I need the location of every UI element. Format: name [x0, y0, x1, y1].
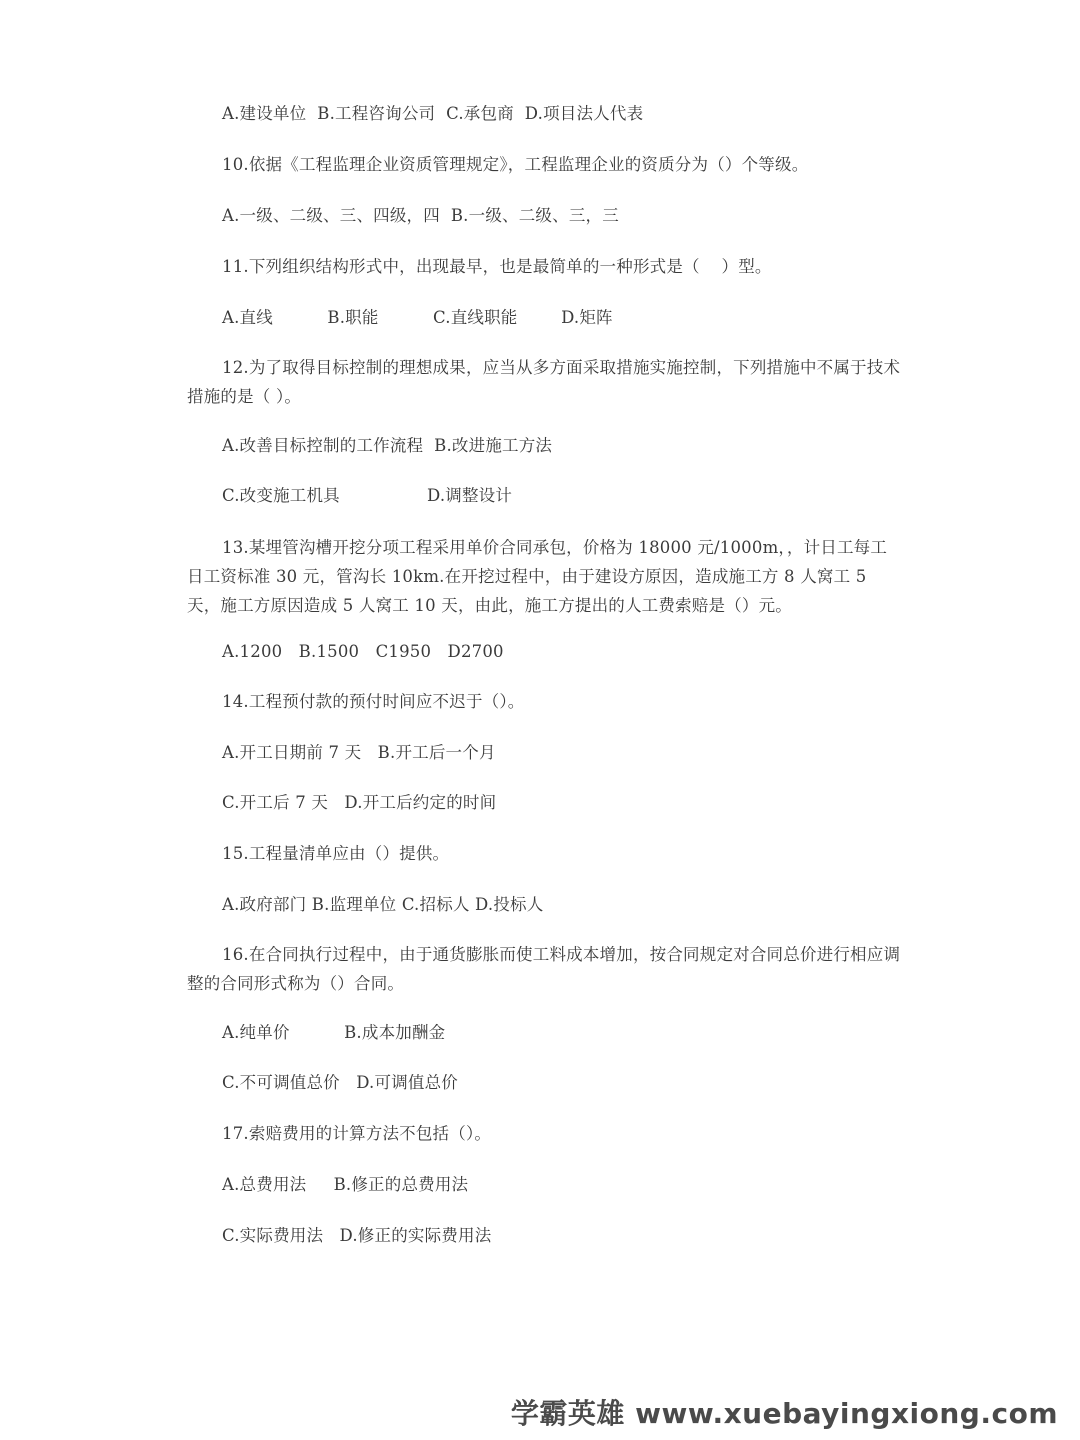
q12-options-ab: A.改善目标控制的工作流程 B.改进施工方法	[222, 436, 553, 455]
q16-options-cd: C.不可调值总价 D.可调值总价	[222, 1073, 459, 1092]
q16-question	[187, 940, 902, 998]
q10-question: 10.依据《工程监理企业资质管理规定》，工程监理企业的资质分为（）个等级。	[222, 155, 809, 174]
q12-options-cd: C.改变施工机具 D.调整设计	[222, 486, 513, 505]
q13-question-text: 13.某埋管沟槽开挖分项工程采用单价合同承包，价格为 18000 元/1000m，，计日工每工日工资标准 30 元，管沟长 10km.在开挖过程中，由于建设方原因，造成施工方 8 人窝工 5 天，施工方原因造成 5 人窝工 10 天，由此，施工方提出的人工费索赔是（）元。	[187, 538, 888, 615]
q12-question-text: 12.为了取得目标控制的理想成果，应当从多方面采取措施实施控制，下列措施中不属于技术措施的是（ ）。	[187, 358, 901, 406]
q15-options: A.政府部门 B.监理单位 C.招标人 D.投标人	[222, 895, 544, 914]
q15-question: 15.工程量清单应由（）提供。	[222, 844, 450, 863]
q17-options-ab: A.总费用法 B.修正的总费用法	[222, 1175, 469, 1194]
q11-options: A.直线 B.职能 C.直线职能 D.矩阵	[222, 308, 613, 327]
q12-question	[187, 353, 902, 411]
q13-question	[187, 533, 902, 620]
q11-question: 11.下列组织结构形式中，出现最早，也是最简单的一种形式是（ ）型。	[222, 257, 772, 276]
q9-options: A.建设单位 B.工程咨询公司 C.承包商 D.项目法人代表	[222, 104, 644, 123]
q14-options-cd: C.开工后 7 天 D.开工后约定的时间	[222, 793, 497, 812]
q16-question-text: 16.在合同执行过程中，由于通货膨胀而使工料成本增加，按合同规定对合同总价进行相应调整的合同形式称为（）合同。	[187, 945, 901, 993]
site-watermark: 学霸英雄 www.xuebayingxiong.com	[510, 1397, 1058, 1430]
q17-question: 17.索赔费用的计算方法不包括（）。	[222, 1124, 492, 1143]
q13-options: A.1200 B.1500 C1950 D2700	[222, 642, 504, 661]
q16-options-ab: A.纯单价 B.成本加酬金	[222, 1023, 446, 1042]
q14-question: 14.工程预付款的预付时间应不迟于（）。	[222, 692, 525, 711]
q10-options: A.一级、二级、三、四级，四 B.一级、二级、三，三	[222, 206, 619, 225]
q17-options-cd: C.实际费用法 D.修正的实际费用法	[222, 1226, 492, 1245]
q14-options-ab: A.开工日期前 7 天 B.开工后一个月	[222, 743, 496, 762]
